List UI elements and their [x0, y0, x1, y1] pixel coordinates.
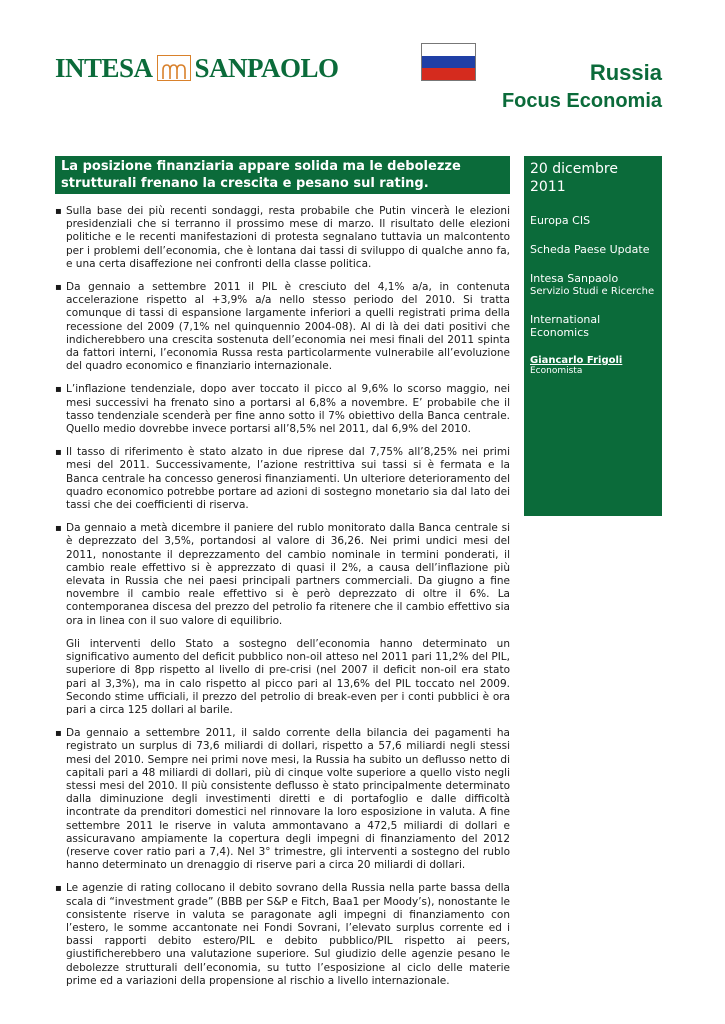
continuation-paragraph: Gli interventi dello Stato a sostegno dell’economia hanno determinato un significativo aumento del deficit pubblico non-oil atteso nel 2011 pari 11,2% del PIL, superiore di 8pp rispetto al livello di pre-crisi (nel 2007 il deficit non-oil era stato pari al 3,3%), ma in calo rispetto al picco pari al 13,6% del PIL toccato nel 2009. Secondo stime ufficiali, il prezzo del petrolio di break-even per i conti pubblici è ora pari a circa 125 dollari al barile.: [66, 637, 510, 716]
report-body: [55, 205, 510, 998]
logo-sanpaolo-text: SANPAOLO: [194, 53, 339, 83]
author-role: Economista: [530, 366, 583, 376]
region-label: Europa CIS: [530, 214, 591, 227]
author-name[interactable]: Giancarlo Frigoli: [530, 355, 623, 366]
report-subtitle: Focus Economia: [501, 90, 662, 112]
doc-type-label: Scheda Paese Update: [530, 243, 650, 256]
unit-label: International Economics: [530, 313, 601, 339]
info-sidebar: [524, 156, 662, 516]
flag-stripe-blue: [422, 56, 475, 68]
country-title: Russia: [589, 60, 662, 85]
logo-intesa-text: INTESA: [55, 53, 153, 83]
bullet-paragraph: ▪ Da gennaio a metà dicembre il paniere del rublo monitorato dalla Banca centrale si è deprezzato del 3,5%, portandosi al valore di 36,26. Nei primi undici mesi del 2011, nonostante il deprezzamento del cambio nominale in termini ponderati, il cambio reale effettivo si è apprezzato di quasi il 2%, a causa dell’inflazione più elevata in Russia che nei paesi principali partners commerciali. Da giugno a fine novembre il cambio reale effettivo si è però deprezzato di oltre il 6%. La contemporanea discesa del prezzo del petrolio fa ritenere che il cambio effettivo sia ora in linea con il suo valore di equilibrio.: [55, 522, 510, 628]
bullet-paragraph: ▪ Da gennaio a settembre 2011 il PIL è cresciuto del 4,1% a/a, in contenuta accelerazione rispetto al +3,9% a/a nello stesso periodo del 2010. Si tratta comunque di tassi di espansione largamente inferiori a quelli registrati prima della recessione del 2009 (7,1% nel quinquennio 2004-08). Al di là dei dati positivi che indicherebbero una crescita sostenuta dell’economia nei mesi finali del 2011 spinta da fattori interni, l’economia Russa resta particolarmente vulnerabile all’evoluzione del quadro economico e finanziario internazionale.: [55, 281, 510, 373]
intesa-sanpaolo-logo: [55, 54, 339, 82]
bullet-paragraph: ▪ Le agenzie di rating collocano il debito sovrano della Russia nella parte bassa della scala di “investment grade” (BBB per S&P e Fitch, Baa1 per Moody’s), nonostante le consistente riserve in valuta se paragonate agli impegni di finanziamento con l’estero, le somme accantonate nei Fondi Sovrani, l’elevato surplus corrente ed i bassi rapporti debito estero/PIL e debito pubblico/PIL rispetto ai peers, giustificherebbero una valutazione superiore. Sul giudizio delle agenzie pesano le debolezze strutturali dell’economia, su tutto l’esposizione al ciclo delle materie prime ed a variazioni della propensione al rischio a livello internazionale.: [55, 882, 510, 988]
russia-flag: [421, 43, 476, 81]
headline-banner: La posizione finanziaria appare solida ma le debolezze strutturali frenano la crescita e pesano sul rating.: [55, 156, 510, 194]
bullet-paragraph: ▪ L’inflazione tendenziale, dopo aver toccato il picco al 9,6% lo scorso maggio, nei mesi successivi ha frenato sino a portarsi al 6,8% a novembre. E’ probabile che il tasso tendenziale scenderà per fine anno sotto il 7% obiettivo della Banca centrale. Quello medio dovrebbe invece portarsi all’8,5% nel 2011, dal 6,9% del 2010.: [55, 383, 510, 436]
report-date: 20 dicembre 2011: [530, 161, 618, 195]
bullet-paragraph: ▪ Sulla base dei più recenti sondaggi, resta probabile che Putin vincerà le elezioni presidenziali che si terranno il prossimo mese di marzo. Il risultato delle elezioni politiche e le recenti manifestazioni di protesta segnalano tuttavia un malcontento per i problemi dell’economia, che è lontana dai tassi di sviluppo di qualche anno fa, e una certa disaffezione nei confronti della classe politica.: [55, 205, 510, 271]
org-department: Servizio Studi e Ricerche: [530, 286, 655, 297]
logo-emblem-icon: [157, 55, 191, 81]
flag-stripe-white: [422, 44, 475, 56]
org-name: Intesa Sanpaolo: [530, 272, 619, 285]
bullet-paragraph: ▪ Il tasso di riferimento è stato alzato in due riprese dal 7,75% all’8,25% nei primi mesi del 2011. Successivamente, l’azione restrittiva sui tassi si è fermata e la Banca centrale ha concesso generosi finanziamenti. Un ulteriore deterioramento del quadro economico potrebbe portare ad azioni di sostegno monetario sia dal lato dei tassi che dei coefficienti di riserva.: [55, 446, 510, 512]
bullet-paragraph: ▪ Da gennaio a settembre 2011, il saldo corrente della bilancia dei pagamenti ha registrato un surplus di 73,6 miliardi di dollari, rispetto a 57,6 miliardi negli stessi mesi del 2010. Sempre nei primi nove mesi, la Russia ha subito un deflusso netto di capitali pari a 48 miliardi di dollari, più di cinque volte superiore a quello visto negli stessi mesi del 2010. Il più consistente deflusso è stato principalmente determinato dalla diminuzione degli investimenti diretti e di portafoglio e dalle difficoltà incontrate da prenditori domestici nel rinnovare la loro esposizione in valuta. A fine settembre 2011 le riserve in valuta ammontavano a 472,5 miliardi di dollari e assicuravano ampiamente la copertura degli impegni di finanziamento del 2012 (reserve cover ratio pari a 7,4). Nel 3° trimestre, gli interventi a sostegno del rublo hanno determinato un drenaggio di riserve pari a circa 20 miliardi di dollari.: [55, 727, 510, 872]
flag-stripe-red: [422, 68, 475, 80]
